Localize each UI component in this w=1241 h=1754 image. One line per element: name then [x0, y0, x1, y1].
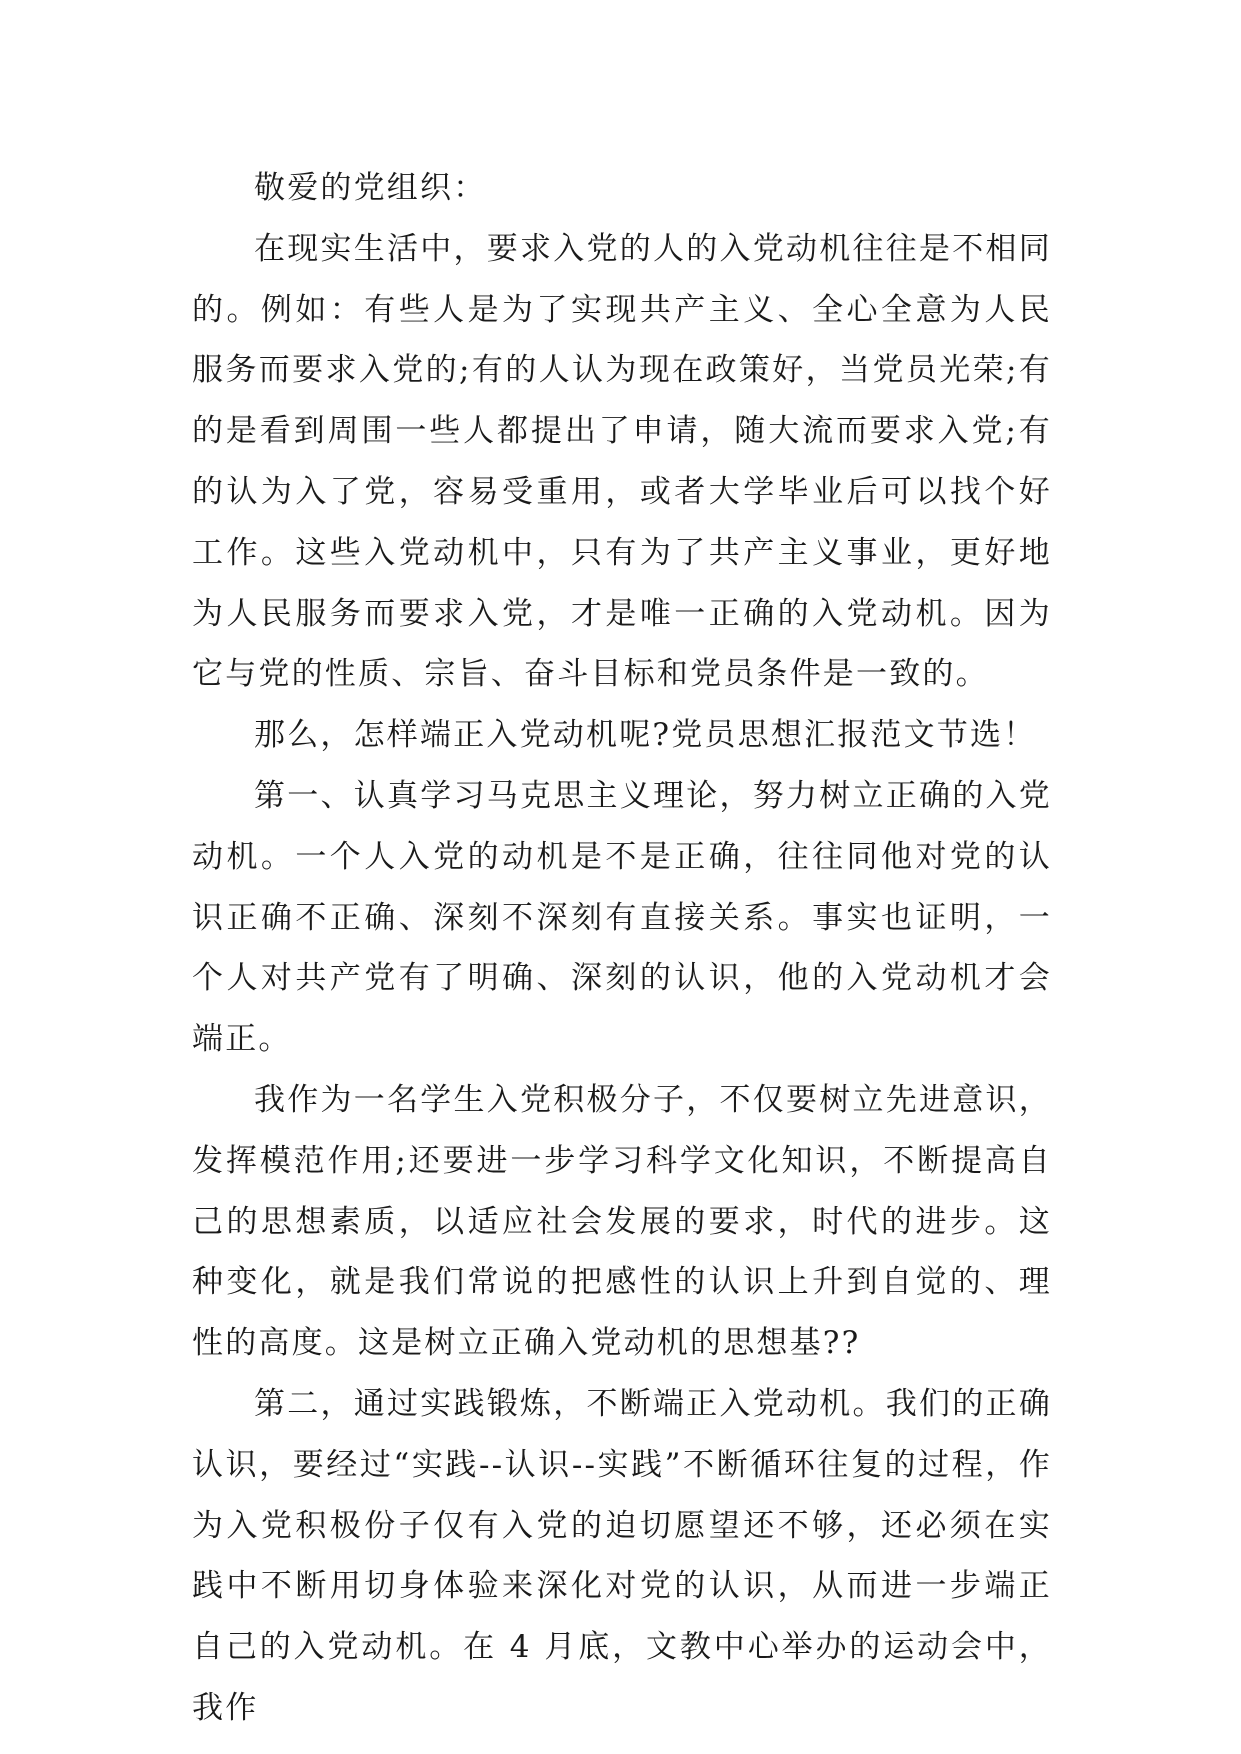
paragraph: 那么，怎样端正入党动机呢?党员思想汇报范文节选！: [254, 717, 1037, 754]
paragraph: 第一、认真学习马克思主义理论，努力树立正确的入党动机。一个人入党的动机是不是正确，往往同他对党的认识正确不正确、深刻不深刻有直接关系。事实也证明，一个人对共产党有了明确、深刻的认识，他的入党动机才会端正。: [192, 777, 1052, 1058]
paragraph: 在现实生活中，要求入党的人的入党动机往往是不相同的。例如：有些人是为了实现共产主义、全心全意为人民服务而要求入党的;有的人认为现在政策好，当党员光荣;有的是看到周围一些人都提出了申请，随大流而要求入党;有的认为入了党，容易受重用，或者大学毕业后可以找个好工作。这些入党动机中，只有为了共产主义事业，更好地为人民服务而要求入党，才是唯一正确的入党动机。因为它与党的性质、宗旨、奋斗目标和党员条件是一致的。: [192, 230, 1052, 693]
salutation: 敬爱的党组织：: [254, 170, 487, 206]
paragraph: 我作为一名学生入党积极分子，不仅要树立先进意识，发挥模范作用;还要进一步学习科学文化知识，不断提高自己的思想素质，以适应社会发展的要求，时代的进步。这种变化，就是我们常说的把感性的认识上升到自觉的、理性的高度。这是树立正确入党动机的思想基??: [192, 1081, 1052, 1362]
document-body: [192, 158, 1052, 1739]
paragraph: 第二，通过实践锻炼，不断端正入党动机。我们的正确认识，要经过“实践--认识--实践”不断循环往复的过程，作为入党积极份子仅有入党的迫切愿望还不够，还必须在实践中不断用切身体验来深化对党的认识，从而进一步端正自己的入党动机。在 4 月底，文教中心举办的运动会中，我作: [192, 1385, 1052, 1726]
